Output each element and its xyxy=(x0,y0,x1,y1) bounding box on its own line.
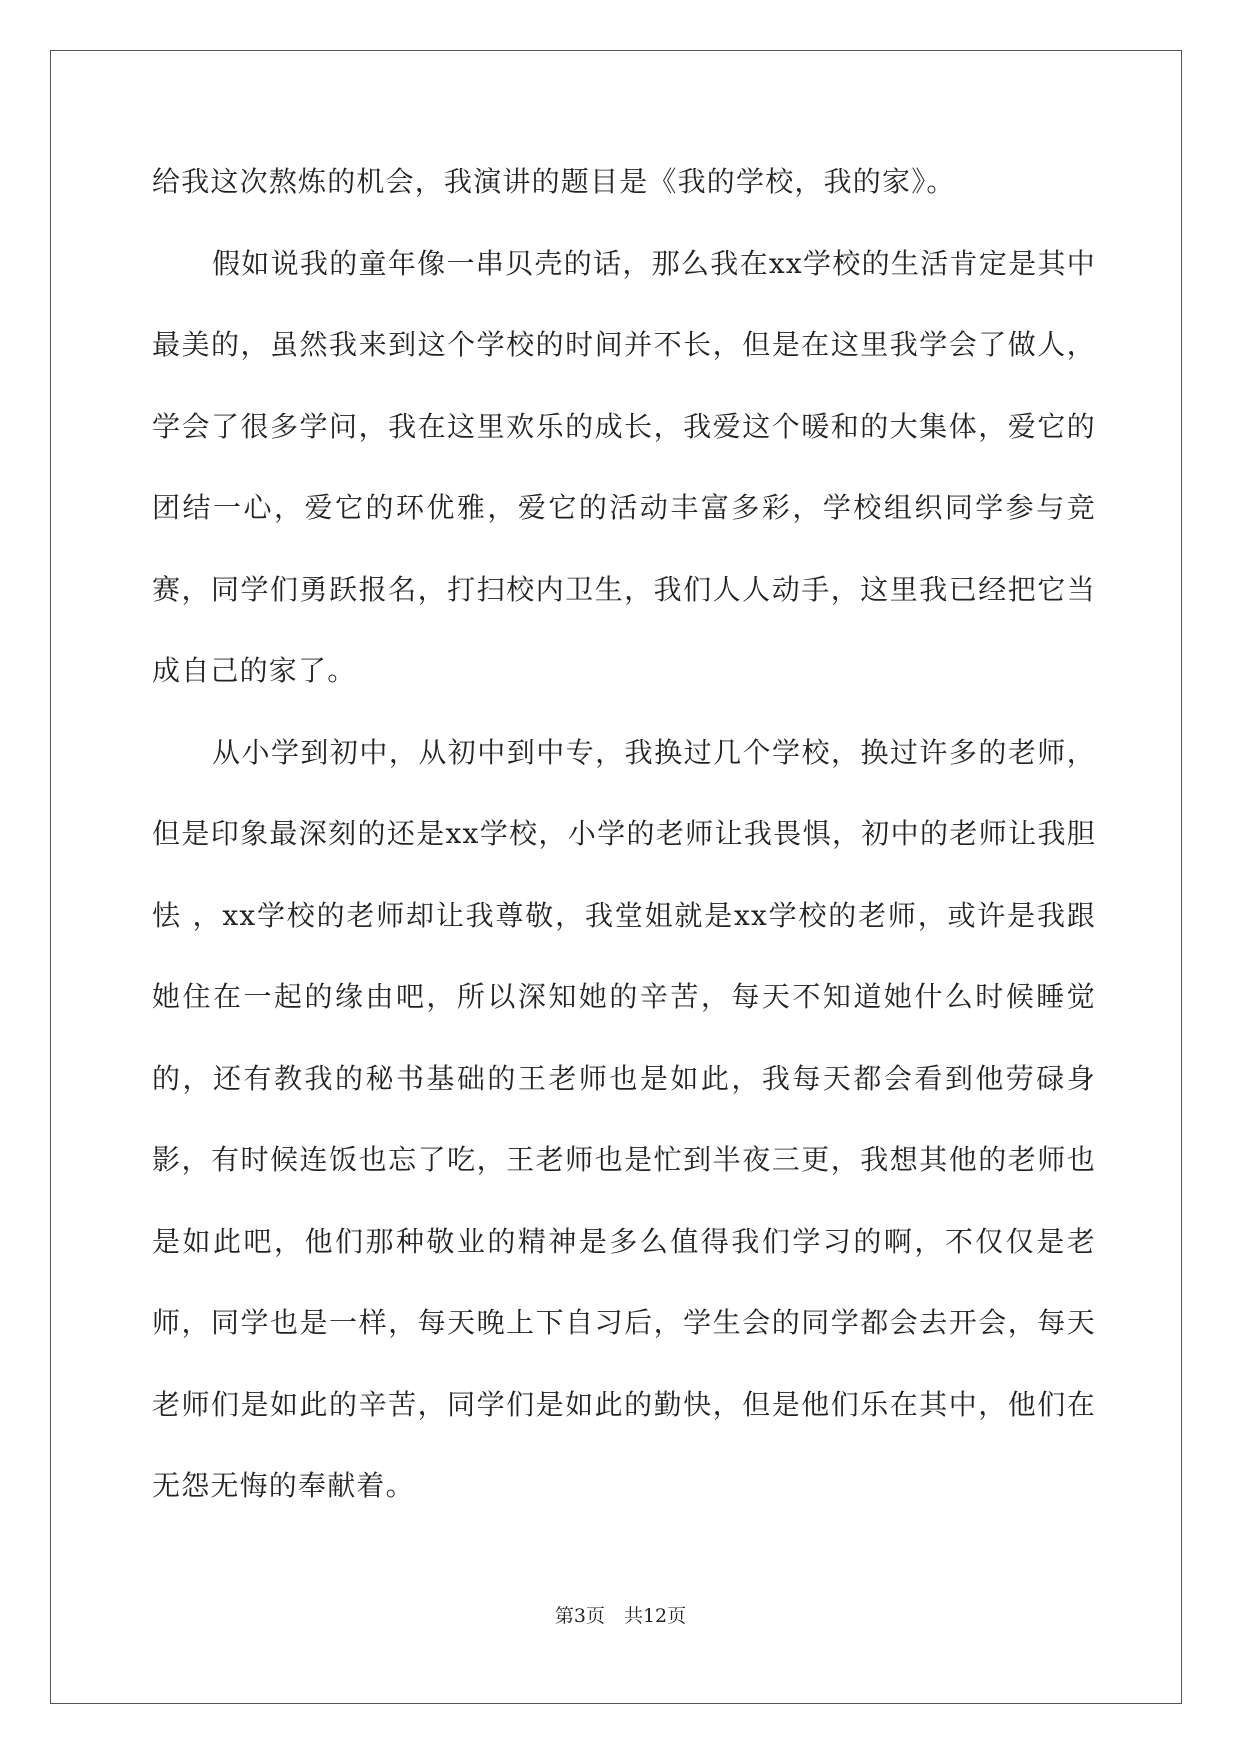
document-body xyxy=(152,163,1096,1527)
paragraph-1: 给我这次熬炼的机会，我演讲的题目是《我的学校，我的家》。 xyxy=(152,165,956,198)
page-footer xyxy=(0,1601,1241,1628)
paragraph-2: 假如说我的童年像一串贝壳的话，那么我在xx学校的生活肯定是其中最美的，虽然我来到这个学校的时间并不长，但是在这里我学会了做人，学会了很多学问，我在这里欢乐的成长，我爱这个暖和的大集体，爱它的团结一心，爱它的环优雅，爱它的活动丰富多彩，学校组织同学参与竞赛，同学们勇跃报名，打扫校内卫生，我们人人动手，这里我已经把它当成自己的家了。 xyxy=(152,246,1096,687)
page-number-label: 第3页 共12页 xyxy=(554,1605,687,1627)
paragraph-3: 从小学到初中，从初中到中专，我换过几个学校，换过许多的老师，但是印象最深刻的还是xx学校，小学的老师让我畏惧，初中的老师让我胆怯 ，xx学校的老师却让我尊敬，我堂姐就是xx学校的老师，或许是我跟她住在一起的缘由吧，所以深知她的辛苦，每天不知道她什么时候睡觉的，还有教我的秘书基础的王老师也是如此，我每天都会看到他劳碌身影，有时候连饭也忘了吃，王老师也是忙到半夜三更，我想其他的老师也是如此吧，他们那种敬业的精神是多么值得我们学习的啊，不仅仅是老师，同学也是一样，每天晚上下自习后，学生会的同学都会去开会，每天老师们是如此的辛苦，同学们是如此的勤快，但是他们乐在其中，他们在无怨无悔的奉献着。 xyxy=(152,735,1096,1502)
